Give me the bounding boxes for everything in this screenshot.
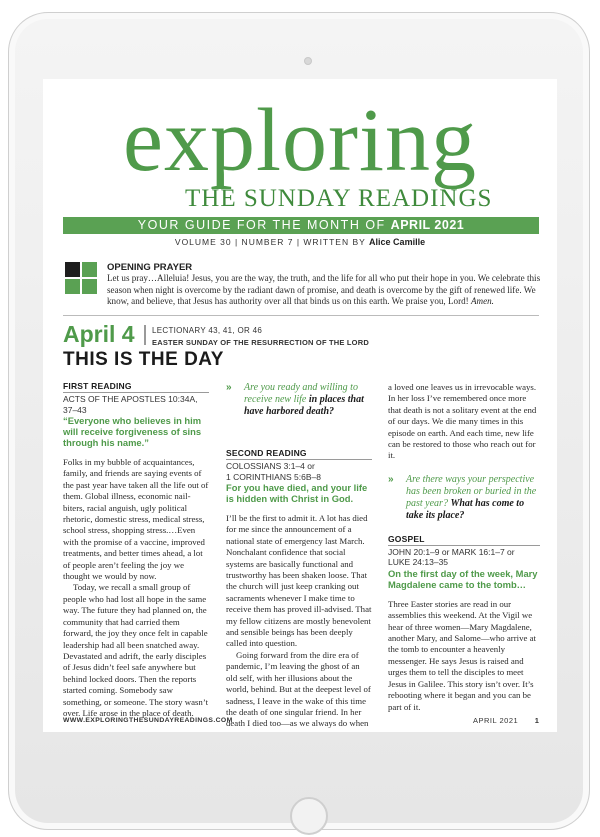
reflection-part-a: Are you ready and willing to receive new life: [244, 382, 358, 405]
prayer-icon: [65, 262, 97, 294]
chevron-right-icon: »: [226, 382, 232, 393]
guide-prefix: YOUR GUIDE FOR THE MONTH OF: [137, 218, 386, 232]
masthead-subtitle: THE SUNDAY READINGS: [185, 185, 493, 212]
second-reading-ref-1: COLOSSIANS 3:1–4 or: [226, 461, 315, 471]
second-reading-quote: For you have died, and your life is hidden with Christ in God.: [226, 482, 368, 504]
reflection-question: [388, 474, 540, 522]
chevron-right-icon: »: [388, 473, 394, 485]
prayer-amen: Amen.: [470, 296, 494, 307]
second-reading-title: SECOND READING: [226, 448, 372, 460]
paragraph: a loved one leaves us in irrevocable ways. In her loss I’ve remembered once more that death is not a solitary event at the end of our days. We die many times in this episode on earth. And each time, new life can be restored to those who reach out for it.: [388, 382, 537, 461]
paragraph: I’ll be the first to admit it. A lot has died for me since the announcement of a national state of emergency last March. Nonchalant confidence that social systems are basically functional and trustworthy has been shaken loose. That the church will just keep cranking out sacraments whenever I make time to receive them has proved ill-advised. That my fellow citizens are mostly benevolent and sensible beings has been deeply called into question.: [226, 513, 372, 649]
guide-month: APRIL 2021: [390, 218, 465, 232]
guide-banner: [63, 217, 539, 234]
paragraph: Today, we recall a small group of people who had lost all hope in the same way. The future they had planned on, the community that had carried them forward, the joy they once felt in capable leadership had all been snatched away. Devastated and adrift, the early disciples of Jesus didn’t feel safe anywhere but behind locked doors. Then the reports started coming. Somebody saw something, or someone. The story wasn’t over. Life arose in the place of death.: [63, 582, 209, 718]
liturgical-occasion: EASTER SUNDAY OF THE RESURRECTION OF THE LORD: [152, 338, 369, 347]
lectionary-numbers: LECTIONARY 43, 41, OR 46: [152, 326, 263, 335]
prayer-body: Let us pray…Alleluia! Jesus, you are the way, the truth, and the life for all who put their hope in you. We celebrate this season when night is overcome by the radiant dawn of promise, and death is overcome by the gift of renewed life. We know, and believe, that Jesus has authority over all that binds us on this earth. We praise you, Lord!: [107, 273, 541, 307]
home-button[interactable]: [290, 797, 328, 835]
paragraph: Folks in my bubble of acquaintances, family, and friends are saying events of the past year have taken all the life out of them. Global illness, economic nail-biters, racial anguish, ugly political rhetoric, domestic stress, medical stress, school stress, shopping stress.…Even with the promise of a vaccine, improved treatments, and better times ahead, a lot of people aren’t feeling the joy we thought we would by now.: [63, 457, 209, 582]
column-second-reading: [226, 382, 372, 730]
masthead-logo: exploring: [123, 91, 477, 190]
paragraph: Three Easter stories are read in our assemblies this weekend. At the Vigil we hear of three women—Mary Magdalene, another Mary, and Salome—who arrive at the tomb to encounter a heavenly messenger. He says Jesus is raised and urges them to tell the disciples to meet Jesus in Galilee. This story isn’t over. It’s rebooting where it began and you can be part of it.: [388, 598, 536, 712]
reading-date: April 4: [63, 321, 135, 347]
column-first-reading: [63, 381, 209, 719]
divider: [63, 315, 539, 316]
continued-text: [388, 382, 540, 462]
page-number: 1: [534, 716, 540, 725]
gospel-title: GOSPEL: [388, 534, 540, 546]
gospel-quote: On the first day of the week, Mary Magdalene came to the tomb…: [388, 567, 538, 590]
prayer-text: [107, 273, 543, 308]
page-headline: THIS IS THE DAY: [63, 349, 224, 370]
reflection-part-b: in places that have harbored death?: [244, 394, 364, 417]
footer-website[interactable]: WWW.EXPLORINGTHESUNDAYREADINGS.COM: [63, 717, 233, 724]
first-reading-quote: “Everyone who believes in him will receive forgiveness of sins through his name.”: [63, 415, 202, 448]
footer-date: APRIL 2021: [473, 716, 519, 725]
date-separator: [144, 325, 146, 345]
author-name: Alice Camille: [369, 237, 426, 247]
first-reading-ref: ACTS OF THE APOSTLES 10:34A, 37–43: [63, 394, 198, 415]
reflection-part-a: Are there ways your perspective has been broken or buried in the past year?: [406, 473, 537, 509]
camera: [304, 57, 312, 65]
second-reading-body: [226, 513, 372, 730]
volume-line: [43, 237, 557, 247]
reflection-question: [226, 382, 372, 418]
paragraph: Going forward from the dire era of pandemic, I’m leaving the ghost of an old self, with her illusions about the world, behind. But at the deepest level of sadness, I leave in the wake of this time the death of one singular friend. In her death I died too—as we always do when: [226, 649, 371, 729]
gospel-body: [388, 599, 540, 713]
first-reading-body: [63, 457, 209, 719]
footer-issue: [473, 716, 539, 725]
volume-info: VOLUME 30 | NUMBER 7 | WRITTEN BY: [174, 237, 366, 247]
gospel-ref-1: JOHN 20:1–9 or MARK 16:1–7 or: [388, 546, 515, 557]
document-page: [43, 79, 557, 732]
first-reading-title: FIRST READING: [63, 381, 209, 393]
column-gospel: [388, 382, 540, 713]
second-reading-ref-2: 1 CORINTHIANS 5:6B–8: [226, 471, 321, 482]
prayer-title: OPENING PRAYER: [107, 262, 193, 273]
reflection-part-b: What has come to take its place?: [406, 497, 525, 521]
gospel-ref-2: LUKE 24:13–35: [388, 557, 449, 568]
